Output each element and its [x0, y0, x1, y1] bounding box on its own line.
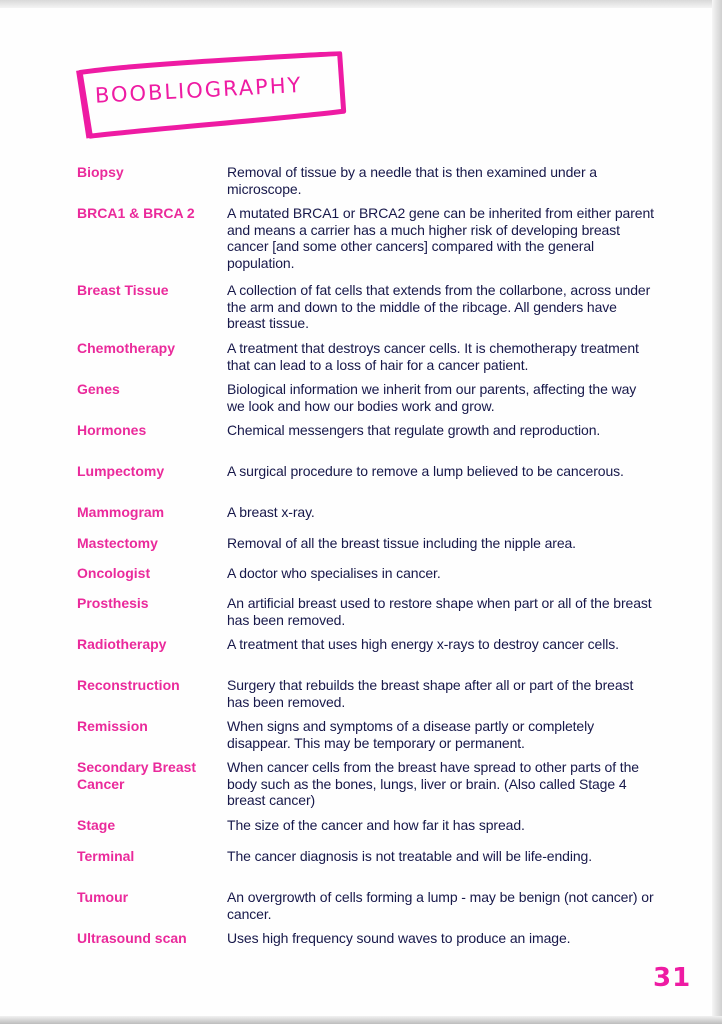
- glossary-term: BRCA1 & BRCA 2: [77, 205, 195, 221]
- glossary-term: Genes: [77, 381, 120, 397]
- glossary-definition: The size of the cancer and how far it has spread.: [227, 817, 525, 833]
- glossary-definition: A mutated BRCA1 or BRCA2 gene can be inherited from either parent and means a carrier has a much higher risk of developing breast cancer [and some other cancers] compared with the general population.: [227, 205, 654, 271]
- glossary-row: [77, 565, 657, 582]
- glossary-definition: A treatment that uses high energy x-rays to destroy cancer cells.: [227, 636, 619, 652]
- glossary-definition: An overgrowth of cells forming a lump - may be benign (not cancer) or cancer.: [227, 889, 654, 922]
- glossary-row: [77, 340, 657, 373]
- glossary-row: [77, 463, 657, 480]
- glossary-row: [77, 535, 657, 552]
- glossary-row: [77, 718, 657, 751]
- glossary-term: Reconstruction: [77, 677, 180, 693]
- glossary-definition: An artificial breast used to restore shape when part or all of the breast has been removed.: [227, 595, 652, 628]
- glossary-row: [77, 164, 657, 197]
- glossary-row: [77, 282, 657, 332]
- glossary-term: Tumour: [77, 889, 129, 905]
- glossary-row: [77, 422, 657, 439]
- glossary-definition: Removal of tissue by a needle that is then examined under a microscope.: [227, 164, 597, 197]
- glossary-row: [77, 889, 657, 922]
- glossary-definition: Chemical messengers that regulate growth and reproduction.: [227, 422, 601, 438]
- glossary-definition: Biological information we inherit from our parents, affecting the way we look and how our bodies work and grow.: [227, 381, 637, 414]
- glossary-row: [77, 759, 657, 809]
- glossary-row: [77, 817, 657, 834]
- page-edge-top: [0, 0, 722, 8]
- glossary-term: Stage: [77, 817, 116, 833]
- glossary-definition: Removal of all the breast tissue including the nipple area.: [227, 535, 576, 551]
- glossary-term: Chemotherapy: [77, 340, 176, 356]
- glossary-definition: Surgery that rebuilds the breast shape after all or part of the breast has been removed.: [227, 677, 634, 710]
- glossary-term: Lumpectomy: [77, 463, 165, 479]
- glossary-definition: A collection of fat cells that extends from the collarbone, across under the arm and down to the middle of the ribcage. All genders have breast tissue.: [227, 282, 651, 331]
- glossary-term: Breast Tissue: [77, 282, 169, 298]
- glossary-row: [77, 848, 657, 865]
- glossary-term: Secondary Breast Cancer: [77, 759, 197, 792]
- glossary-definition: A treatment that destroys cancer cells. It is chemotherapy treatment that can lead to a loss of hair for a cancer patient.: [227, 340, 639, 373]
- glossary-term: Prosthesis: [77, 595, 149, 611]
- glossary-row: [77, 930, 657, 947]
- glossary-term: Hormones: [77, 422, 147, 438]
- glossary-definition: When cancer cells from the breast have spread to other parts of the body such as the bones, lungs, liver or brain. (Also called Stage 4 breast cancer): [227, 759, 639, 808]
- glossary-row: [77, 381, 657, 414]
- glossary-term: Mastectomy: [77, 535, 158, 551]
- glossary-term: Biopsy: [77, 164, 124, 180]
- glossary-definition: A doctor who specialises in cancer.: [227, 565, 441, 581]
- glossary-row: [77, 205, 657, 271]
- page-number: 31: [653, 963, 692, 993]
- glossary-definition: When signs and symptoms of a disease partly or completely disappear. This may be temporary or permanent.: [227, 718, 595, 751]
- page-title: BOOBLIOGRAPHY: [94, 72, 303, 108]
- glossary-term: Radiotherapy: [77, 636, 167, 652]
- title-box: [72, 51, 345, 138]
- glossary-term: Terminal: [77, 848, 135, 864]
- page-edge-bottom: [0, 1016, 722, 1024]
- glossary-definition: Uses high frequency sound waves to produce an image.: [227, 930, 571, 946]
- glossary-definition: A surgical procedure to remove a lump believed to be cancerous.: [227, 463, 624, 479]
- glossary-row: [77, 504, 657, 521]
- page-edge-right: [712, 0, 722, 1024]
- glossary-row: [77, 595, 657, 628]
- glossary-definition: A breast x-ray.: [227, 504, 315, 520]
- glossary-term: Mammogram: [77, 504, 165, 520]
- glossary-row: [77, 677, 657, 710]
- glossary-term: Ultrasound scan: [77, 930, 187, 946]
- glossary-term: Remission: [77, 718, 148, 734]
- glossary-row: [77, 636, 657, 653]
- glossary-term: Oncologist: [77, 565, 151, 581]
- glossary-definition: The cancer diagnosis is not treatable and will be life-ending.: [227, 848, 593, 864]
